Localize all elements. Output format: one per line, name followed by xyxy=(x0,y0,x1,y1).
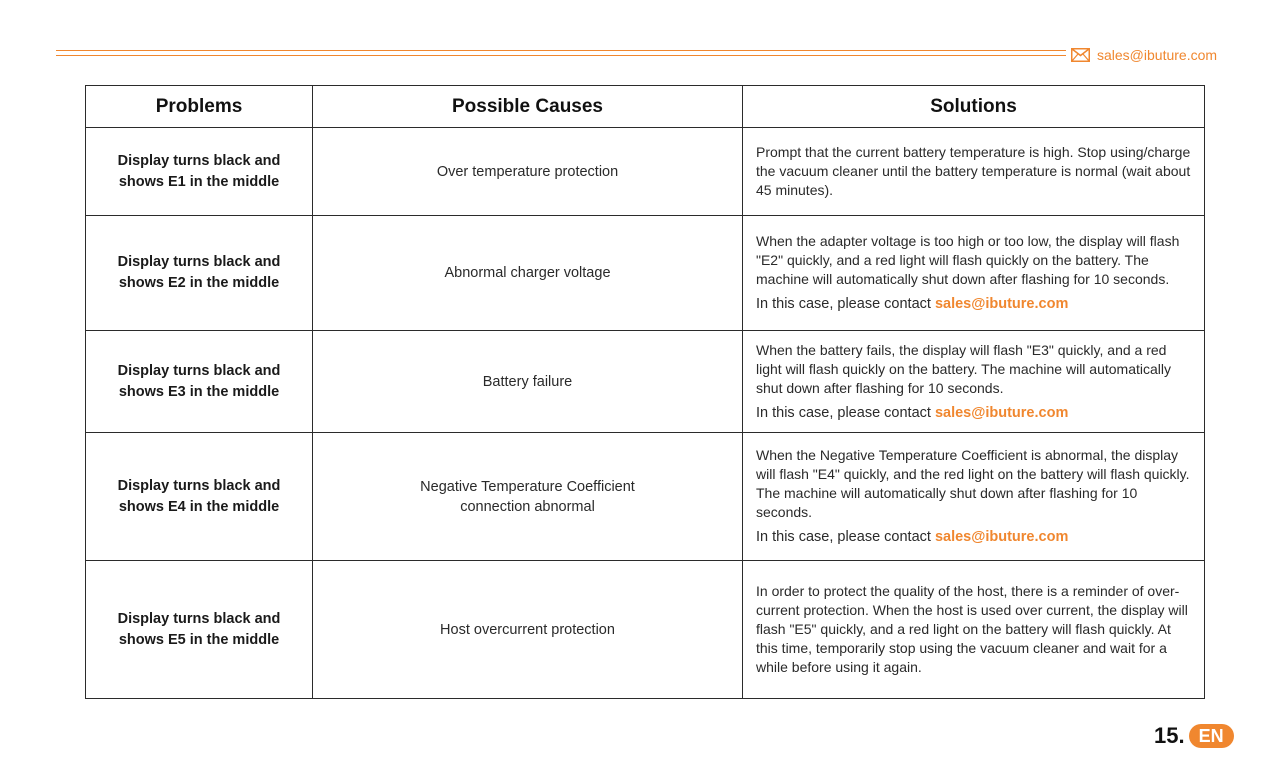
table-row xyxy=(86,331,1205,433)
cause-cell: Host overcurrent protection xyxy=(313,561,743,699)
header-possible-causes: Possible Causes xyxy=(313,86,743,128)
problem-cell: Display turns black and shows E3 in the middle xyxy=(86,331,313,433)
table-row xyxy=(86,128,1205,216)
cause-cell: Battery failure xyxy=(313,331,743,433)
solution-cell xyxy=(743,216,1205,331)
solution-cell xyxy=(743,331,1205,433)
page-number: 15. xyxy=(1154,723,1185,748)
table-row xyxy=(86,216,1205,331)
table-row xyxy=(86,433,1205,561)
contact-prefix: In this case, please contact xyxy=(756,404,935,421)
header-rule-top xyxy=(56,50,1066,51)
header-divider xyxy=(56,50,1066,56)
contact-line xyxy=(756,404,1192,423)
page-footer xyxy=(1154,722,1234,750)
contact-email-link[interactable]: sales@ibuture.com xyxy=(934,529,1069,545)
solution-text: When the Negative Temperature Coefficient is abnormal, the display will flash "E4" quickly, and the red light on the battery will flash quickly. The machine will automatically shut down after flashing for 10 seconds. xyxy=(756,447,1190,520)
solution-cell xyxy=(743,561,1205,699)
language-badge: EN xyxy=(1189,724,1234,748)
cause-cell: Over temperature protection xyxy=(313,128,743,216)
header-email-link[interactable]: sales@ibuture.com xyxy=(1097,47,1218,63)
cause-cell: Abnormal charger voltage xyxy=(313,216,743,331)
header-solutions: Solutions xyxy=(743,86,1205,128)
solution-cell xyxy=(743,433,1205,561)
header-problems: Problems xyxy=(86,86,313,128)
problem-cell: Display turns black and shows E4 in the middle xyxy=(86,433,313,561)
solution-text: When the adapter voltage is too high or too low, the display will flash "E2" quickly, and a red light will flash quickly on the battery. The machine will automatically shut down after flashing for 10 seconds. xyxy=(756,233,1180,287)
contact-prefix: In this case, please contact xyxy=(756,529,935,545)
contact-email-link[interactable]: sales@ibuture.com xyxy=(934,404,1069,421)
contact-email-link[interactable]: sales@ibuture.com xyxy=(934,296,1069,312)
table-row xyxy=(86,561,1205,699)
problem-cell: Display turns black and shows E1 in the middle xyxy=(86,128,313,216)
solution-text: When the battery fails, the display will flash "E3" quickly, and a red light will flash quickly on the battery. The machine will automatically shut down after flashing for 10 seconds. xyxy=(756,341,1172,396)
contact-prefix: In this case, please contact xyxy=(756,296,935,312)
table-header-row xyxy=(86,86,1205,128)
problem-cell: Display turns black and shows E2 in the middle xyxy=(86,216,313,331)
contact-line xyxy=(756,295,1192,314)
solution-text: Prompt that the current battery temperature is high. Stop using/charge the vacuum cleaner until the battery temperature is normal (wait about 45 minutes). xyxy=(756,144,1191,198)
problem-cell: Display turns black and shows E5 in the middle xyxy=(86,561,313,699)
troubleshooting-table xyxy=(85,85,1205,699)
solution-text: In order to protect the quality of the host, there is a reminder of over-current protection. When the host is used over current, the display will flash "E5" quickly, and a red light on the battery will flash quickly. At this time, temporarily stop using the vacuum cleaner and wait for a while before using it again. xyxy=(756,583,1188,675)
envelope-icon xyxy=(1071,48,1090,62)
cause-cell: Negative Temperature Coefficient connection abnormal xyxy=(313,433,743,561)
contact-line xyxy=(756,528,1192,547)
solution-cell xyxy=(743,128,1205,216)
header-rule-bottom xyxy=(56,55,1066,56)
header-contact xyxy=(1071,45,1217,65)
